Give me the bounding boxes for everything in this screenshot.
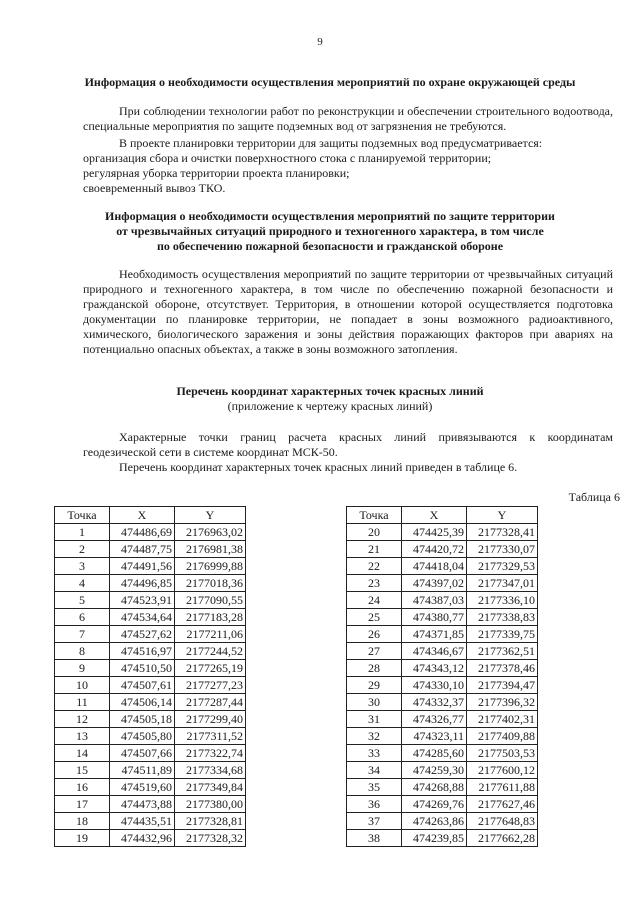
- point-cell: 12: [55, 711, 110, 728]
- y-cell: 2177396,32: [467, 694, 538, 711]
- x-cell: 474491,56: [110, 558, 175, 575]
- point-cell: 9: [55, 660, 110, 677]
- table-row: [347, 609, 538, 626]
- point-cell: 5: [55, 592, 110, 609]
- table-row: [347, 813, 538, 830]
- point-cell: 2: [55, 541, 110, 558]
- y-cell: 2177338,83: [467, 609, 538, 626]
- table-row: [55, 575, 246, 592]
- table-row: [347, 694, 538, 711]
- x-cell: 474519,60: [110, 779, 175, 796]
- table-row: [347, 779, 538, 796]
- col-point-header: Точка: [55, 507, 110, 524]
- y-cell: 2177183,28: [175, 609, 246, 626]
- table-row: [55, 541, 246, 558]
- table-row: [55, 592, 246, 609]
- point-cell: 7: [55, 626, 110, 643]
- page-number: 9: [317, 36, 323, 48]
- x-cell: 474496,85: [110, 575, 175, 592]
- table-row: [55, 813, 246, 830]
- coords-heading-block: [60, 384, 600, 414]
- x-cell: 474510,50: [110, 660, 175, 677]
- x-cell: 474269,76: [402, 796, 467, 813]
- environment-paragraph: [83, 104, 613, 134]
- point-cell: 10: [55, 677, 110, 694]
- table-header-row: [347, 507, 538, 524]
- x-cell: 474486,69: [110, 524, 175, 541]
- point-cell: 8: [55, 643, 110, 660]
- table-row: [55, 694, 246, 711]
- y-cell: 2177378,46: [467, 660, 538, 677]
- x-cell: 474516,97: [110, 643, 175, 660]
- coords-paragraph: [83, 430, 613, 460]
- point-cell: 19: [55, 830, 110, 847]
- table-row: [55, 609, 246, 626]
- y-cell: 2177311,52: [175, 728, 246, 745]
- environment-paragraph-text: При соблюдении технологии работ по реконструкции и обеспечении строительного водоотвода, специальные мероприятия по защите подземных вод от загрязнения не требуются.: [83, 104, 613, 133]
- point-cell: 26: [347, 626, 402, 643]
- y-cell: 2177600,12: [467, 762, 538, 779]
- environment-line: В проекте планировки территории для защиты подземных вод предусматривается:: [119, 136, 543, 150]
- point-cell: 18: [55, 813, 110, 830]
- col-x-header: X: [402, 507, 467, 524]
- table-row: [55, 762, 246, 779]
- y-cell: 2177336,10: [467, 592, 538, 609]
- table-row: [55, 745, 246, 762]
- point-cell: 32: [347, 728, 402, 745]
- coords-line: Перечень координат характерных точек красных линий приведен в таблице 6.: [119, 460, 518, 474]
- coords-table-right: [346, 506, 538, 847]
- y-cell: 2177349,84: [175, 779, 246, 796]
- y-cell: 2176981,38: [175, 541, 246, 558]
- x-cell: 474239,85: [402, 830, 467, 847]
- point-cell: 25: [347, 609, 402, 626]
- y-cell: 2177329,53: [467, 558, 538, 575]
- x-cell: 474326,77: [402, 711, 467, 728]
- y-cell: 2177503,53: [467, 745, 538, 762]
- y-cell: 2176999,88: [175, 558, 246, 575]
- x-cell: 474418,04: [402, 558, 467, 575]
- x-cell: 474330,10: [402, 677, 467, 694]
- point-cell: 27: [347, 643, 402, 660]
- x-cell: 474323,11: [402, 728, 467, 745]
- x-cell: 474420,72: [402, 541, 467, 558]
- col-point-header: Точка: [347, 507, 402, 524]
- table-row: [347, 711, 538, 728]
- table-header-row: [55, 507, 246, 524]
- point-cell: 14: [55, 745, 110, 762]
- y-cell: 2177018,36: [175, 575, 246, 592]
- table-row: [55, 643, 246, 660]
- y-cell: 2177328,32: [175, 830, 246, 847]
- table-row: [347, 762, 538, 779]
- table-row: [55, 779, 246, 796]
- x-cell: 474505,18: [110, 711, 175, 728]
- y-cell: 2177648,83: [467, 813, 538, 830]
- point-cell: 13: [55, 728, 110, 745]
- y-cell: 2177334,68: [175, 762, 246, 779]
- coords-paragraph-text: Характерные точки границ расчета красных линий привязываются к координатам геодезической сети в системе координат МСК-50.: [83, 430, 613, 459]
- table-row: [347, 660, 538, 677]
- table-row: [347, 592, 538, 609]
- y-cell: 2177328,81: [175, 813, 246, 830]
- table-row: [347, 677, 538, 694]
- environment-line: своевременный вывоз ТКО.: [83, 181, 226, 195]
- point-cell: 21: [347, 541, 402, 558]
- y-cell: 2177322,74: [175, 745, 246, 762]
- x-cell: 474343,12: [402, 660, 467, 677]
- y-cell: 2177277,23: [175, 677, 246, 694]
- x-cell: 474425,39: [402, 524, 467, 541]
- table-row: [347, 728, 538, 745]
- emergency-paragraph-text: Необходимость осуществления мероприятий по защите территории от чрезвычайных ситуаций природного и техногенного характера, в том числе по обеспечению пожарной безопасности и гражданской обороне, отсутствует. Территория, в отношении которой осуществляется подготовка документации по планировке территории, не попадает в зоны возможного радиоактивного, химического, биологического заражения и зоны действия поражающих факторов при авариях на потенциально опасных объектах, а также в зоны возможного затопления.: [83, 267, 613, 356]
- y-cell: 2177627,46: [467, 796, 538, 813]
- environment-line: регулярная уборка территории проекта планировки;: [83, 166, 350, 180]
- table-row: [55, 660, 246, 677]
- table-row: [347, 575, 538, 592]
- x-cell: 474435,51: [110, 813, 175, 830]
- table-row: [347, 524, 538, 541]
- point-cell: 24: [347, 592, 402, 609]
- table-row: [347, 541, 538, 558]
- y-cell: 2177330,07: [467, 541, 538, 558]
- col-y-header: Y: [175, 507, 246, 524]
- x-cell: 474387,03: [402, 592, 467, 609]
- x-cell: 474263,86: [402, 813, 467, 830]
- x-cell: 474397,02: [402, 575, 467, 592]
- point-cell: 37: [347, 813, 402, 830]
- point-cell: 34: [347, 762, 402, 779]
- x-cell: 474473,88: [110, 796, 175, 813]
- y-cell: 2177299,40: [175, 711, 246, 728]
- x-cell: 474527,62: [110, 626, 175, 643]
- point-cell: 36: [347, 796, 402, 813]
- point-cell: 33: [347, 745, 402, 762]
- point-cell: 29: [347, 677, 402, 694]
- point-cell: 6: [55, 609, 110, 626]
- y-cell: 2177409,88: [467, 728, 538, 745]
- y-cell: 2177287,44: [175, 694, 246, 711]
- point-cell: 17: [55, 796, 110, 813]
- point-cell: 16: [55, 779, 110, 796]
- y-cell: 2177328,41: [467, 524, 538, 541]
- x-cell: 474332,37: [402, 694, 467, 711]
- table-row: [55, 626, 246, 643]
- point-cell: 31: [347, 711, 402, 728]
- table-caption: Таблица 6: [568, 490, 620, 504]
- point-cell: 23: [347, 575, 402, 592]
- point-cell: 22: [347, 558, 402, 575]
- y-cell: 2177380,00: [175, 796, 246, 813]
- x-cell: 474380,77: [402, 609, 467, 626]
- coords-subheading: (приложение к чертежу красных линий): [227, 399, 433, 413]
- emergency-paragraph: [83, 267, 613, 357]
- point-cell: 30: [347, 694, 402, 711]
- point-cell: 20: [347, 524, 402, 541]
- y-cell: 2177211,06: [175, 626, 246, 643]
- table-row: [347, 626, 538, 643]
- y-cell: 2177347,01: [467, 575, 538, 592]
- table-row: [347, 745, 538, 762]
- environment-list: [83, 136, 623, 196]
- point-cell: 28: [347, 660, 402, 677]
- table-row: [347, 830, 538, 847]
- x-cell: 474346,67: [402, 643, 467, 660]
- x-cell: 474511,89: [110, 762, 175, 779]
- point-cell: 15: [55, 762, 110, 779]
- point-cell: 3: [55, 558, 110, 575]
- point-cell: 4: [55, 575, 110, 592]
- x-cell: 474268,88: [402, 779, 467, 796]
- y-cell: 2177362,51: [467, 643, 538, 660]
- x-cell: 474259,30: [402, 762, 467, 779]
- point-cell: 11: [55, 694, 110, 711]
- point-cell: 38: [347, 830, 402, 847]
- table-row: [55, 796, 246, 813]
- table-row: [55, 830, 246, 847]
- emergency-heading-line: по обеспечению пожарной безопасности и гражданской обороне: [156, 239, 504, 253]
- col-x-header: X: [110, 507, 175, 524]
- table-row: [55, 524, 246, 541]
- y-cell: 2177394,47: [467, 677, 538, 694]
- y-cell: 2177339,75: [467, 626, 538, 643]
- x-cell: 474523,91: [110, 592, 175, 609]
- x-cell: 474534,64: [110, 609, 175, 626]
- y-cell: 2177090,55: [175, 592, 246, 609]
- environment-heading: Информация о необходимости осуществления мероприятий по охране окружающей среды: [84, 75, 576, 89]
- table-row: [347, 558, 538, 575]
- emergency-heading-line: от чрезвычайных ситуаций природного и техногенного характера, в том числе: [116, 224, 544, 238]
- x-cell: 474432,96: [110, 830, 175, 847]
- table-row: [55, 677, 246, 694]
- table-row: [55, 728, 246, 745]
- x-cell: 474285,60: [402, 745, 467, 762]
- y-cell: 2177265,19: [175, 660, 246, 677]
- table-row: [55, 711, 246, 728]
- coords-table-left: [54, 506, 246, 847]
- table-row: [55, 558, 246, 575]
- x-cell: 474506,14: [110, 694, 175, 711]
- y-cell: 2177402,31: [467, 711, 538, 728]
- point-cell: 1: [55, 524, 110, 541]
- y-cell: 2177611,88: [467, 779, 538, 796]
- x-cell: 474487,75: [110, 541, 175, 558]
- col-y-header: Y: [467, 507, 538, 524]
- environment-line: организация сбора и очистки поверхностного стока с планируемой территории;: [83, 151, 492, 165]
- y-cell: 2176963,02: [175, 524, 246, 541]
- x-cell: 474371,85: [402, 626, 467, 643]
- point-cell: 35: [347, 779, 402, 796]
- coords-heading: Перечень координат характерных точек красных линий: [176, 384, 484, 398]
- table-row: [347, 796, 538, 813]
- emergency-heading: [60, 209, 600, 254]
- table-row: [347, 643, 538, 660]
- x-cell: 474507,61: [110, 677, 175, 694]
- y-cell: 2177662,28: [467, 830, 538, 847]
- x-cell: 474505,80: [110, 728, 175, 745]
- emergency-heading-line: Информация о необходимости осуществления мероприятий по защите территории: [105, 209, 555, 223]
- y-cell: 2177244,52: [175, 643, 246, 660]
- x-cell: 474507,66: [110, 745, 175, 762]
